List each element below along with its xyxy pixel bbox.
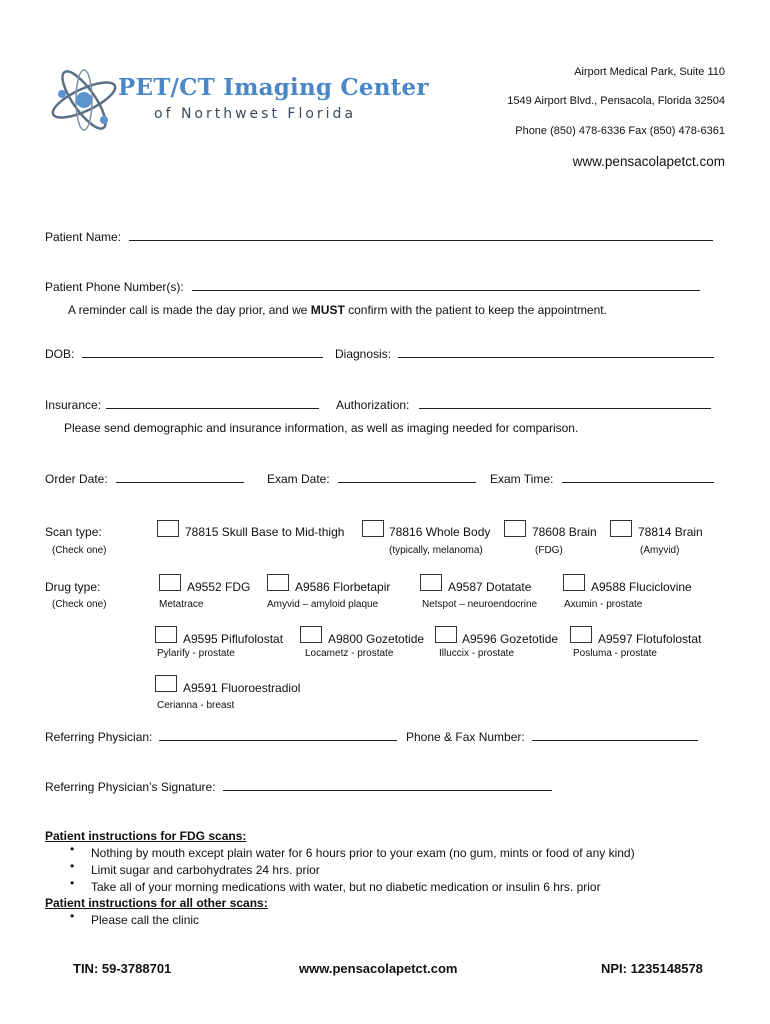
drug-option-label: A9597 Flotufolostat: [598, 632, 702, 646]
scan-option-note: (typically, melanoma): [389, 545, 483, 556]
diagnosis-row: [335, 346, 714, 361]
drug-option-label: A9587 Dotatate: [448, 580, 532, 594]
scan-option-label: 78814 Brain: [638, 525, 703, 539]
bullet-icon: •: [70, 859, 75, 873]
referring-physician-label: Referring Physician:: [45, 730, 153, 744]
drug-option-checkbox[interactable]: [155, 675, 177, 692]
phone-fax-field[interactable]: [532, 729, 698, 741]
fdg-instruction-item: Take all of your morning medications with water, but no diabetic medication or insulin 6 hrs. prior: [91, 880, 601, 894]
drug-type-label: Drug type:: [45, 580, 101, 594]
drug-option-label: A9595 Piflufolostat: [183, 632, 284, 646]
authorization-label: Authorization:: [336, 398, 410, 412]
scan-option-note: (Amyvid): [640, 545, 680, 556]
drug-option-note: Netspot – neuroendocrine: [422, 599, 538, 610]
phone-fax: Phone (850) 478-6336 Fax (850) 478-6361: [515, 125, 725, 137]
drug-option-note: Locametz - prostate: [305, 648, 394, 659]
drug-option-note: Cerianna - breast: [157, 700, 235, 711]
patient-name-field[interactable]: [129, 229, 713, 241]
patient-name-label: Patient Name:: [45, 230, 122, 244]
exam-date-label: Exam Date:: [267, 472, 330, 486]
exam-time-label: Exam Time:: [490, 472, 554, 486]
dob-row: [45, 346, 323, 361]
footer-website[interactable]: www.pensacolapetct.com: [299, 961, 458, 976]
patient-name-row: [45, 229, 713, 244]
exam-date-row: [267, 471, 476, 486]
signature-field[interactable]: [223, 779, 552, 791]
reminder-text: A reminder call is made the day prior, and we: [68, 303, 311, 317]
scan-option-checkbox[interactable]: [362, 520, 384, 537]
signature-row: [45, 779, 552, 794]
drug-option-checkbox[interactable]: [563, 574, 585, 591]
footer-npi: NPI: 1235148578: [601, 961, 703, 976]
referring-physician-row: [45, 729, 397, 744]
dob-label: DOB:: [45, 347, 75, 361]
drug-option-note: Axumin - prostate: [564, 599, 643, 610]
other-instructions-heading: Patient instructions for all other scans:: [45, 896, 268, 910]
scan-option-label: 78816 Whole Body: [389, 525, 491, 539]
fdg-instruction-item: Limit sugar and carbohydrates 24 hrs. prior: [91, 863, 320, 877]
drug-option-note: Posluma - prostate: [573, 648, 657, 659]
other-instruction-item: Please call the clinic: [91, 913, 200, 927]
header-website[interactable]: www.pensacolapetct.com: [572, 154, 725, 169]
scan-type-label: Scan type:: [45, 525, 102, 539]
drug-option-checkbox[interactable]: [267, 574, 289, 591]
authorization-row: [336, 397, 711, 412]
drug-option-note: Metatrace: [159, 599, 204, 610]
insurance-note: Please send demographic and insurance information, as well as imaging needed for comparison.: [64, 421, 579, 435]
patient-phone-field[interactable]: [192, 279, 700, 291]
logo-title: PET/CT Imaging Center: [118, 74, 429, 101]
diagnosis-field[interactable]: [398, 346, 714, 358]
fdg-instruction-item: Nothing by mouth except plain water for 6 hours prior to your exam (no gum, mints or food of any kind): [91, 846, 635, 860]
reminder-text-end: confirm with the patient to keep the appointment.: [344, 303, 607, 317]
signature-label: Referring Physician’s Signature:: [45, 780, 216, 794]
drug-option-checkbox[interactable]: [159, 574, 181, 591]
logo: [44, 60, 444, 140]
patient-phone-row: [45, 279, 700, 294]
exam-date-field[interactable]: [338, 471, 476, 483]
address-line-2: 1549 Airport Blvd., Pensacola, Florida 32504: [507, 95, 725, 107]
drug-option-checkbox[interactable]: [435, 626, 457, 643]
drug-option-label: A9588 Fluciclovine: [591, 580, 692, 594]
phone-fax-row: [406, 729, 698, 744]
insurance-field[interactable]: [106, 397, 319, 409]
drug-option-label: A9552 FDG: [187, 580, 251, 594]
atom-logo-icon: [44, 60, 124, 140]
phone-fax-label: Phone & Fax Number:: [406, 730, 525, 744]
scan-option-checkbox[interactable]: [504, 520, 526, 537]
drug-option-label: A9596 Gozetotide: [462, 632, 559, 646]
drug-option-note: Amyvid – amyloid plaque: [267, 599, 379, 610]
order-date-label: Order Date:: [45, 472, 108, 486]
bullet-icon: •: [70, 909, 75, 923]
insurance-row: [45, 397, 319, 412]
drug-option-label: A9591 Fluoroestradiol: [183, 681, 301, 695]
authorization-field[interactable]: [419, 397, 711, 409]
referring-physician-field[interactable]: [159, 729, 397, 741]
drug-check-one: (Check one): [52, 599, 107, 610]
address-line-1: Airport Medical Park, Suite 110: [574, 66, 725, 78]
exam-time-field[interactable]: [562, 471, 714, 483]
exam-time-row: [490, 471, 714, 486]
drug-option-label: A9800 Gozetotide: [328, 632, 425, 646]
bullet-icon: •: [70, 876, 75, 890]
drug-option-note: Illuccix - prostate: [439, 648, 515, 659]
bullet-icon: •: [70, 842, 75, 856]
diagnosis-label: Diagnosis:: [335, 347, 392, 361]
drug-option-checkbox[interactable]: [155, 626, 177, 643]
order-date-row: [45, 471, 244, 486]
order-date-field[interactable]: [116, 471, 244, 483]
drug-option-checkbox[interactable]: [570, 626, 592, 643]
drug-option-checkbox[interactable]: [300, 626, 322, 643]
scan-option-checkbox[interactable]: [157, 520, 179, 537]
drug-option-checkbox[interactable]: [420, 574, 442, 591]
scan-check-one: (Check one): [52, 545, 107, 556]
scan-option-label: 78608 Brain: [532, 525, 597, 539]
drug-option-label: A9586 Florbetapir: [295, 580, 391, 594]
reminder-must: MUST: [310, 303, 345, 317]
footer-tin: TIN: 59-3788701: [73, 961, 172, 976]
dob-field[interactable]: [82, 346, 323, 358]
reminder-note: [68, 303, 607, 317]
patient-phone-label: Patient Phone Number(s):: [45, 280, 184, 294]
scan-option-checkbox[interactable]: [610, 520, 632, 537]
scan-option-note: (FDG): [535, 545, 563, 556]
drug-option-note: Pylarify - prostate: [157, 648, 235, 659]
scan-option-label: 78815 Skull Base to Mid-thigh: [185, 525, 345, 539]
logo-subtitle: of Northwest Florida: [154, 106, 357, 122]
insurance-label: Insurance:: [45, 398, 102, 412]
fdg-instructions-heading: Patient instructions for FDG scans:: [45, 829, 247, 843]
